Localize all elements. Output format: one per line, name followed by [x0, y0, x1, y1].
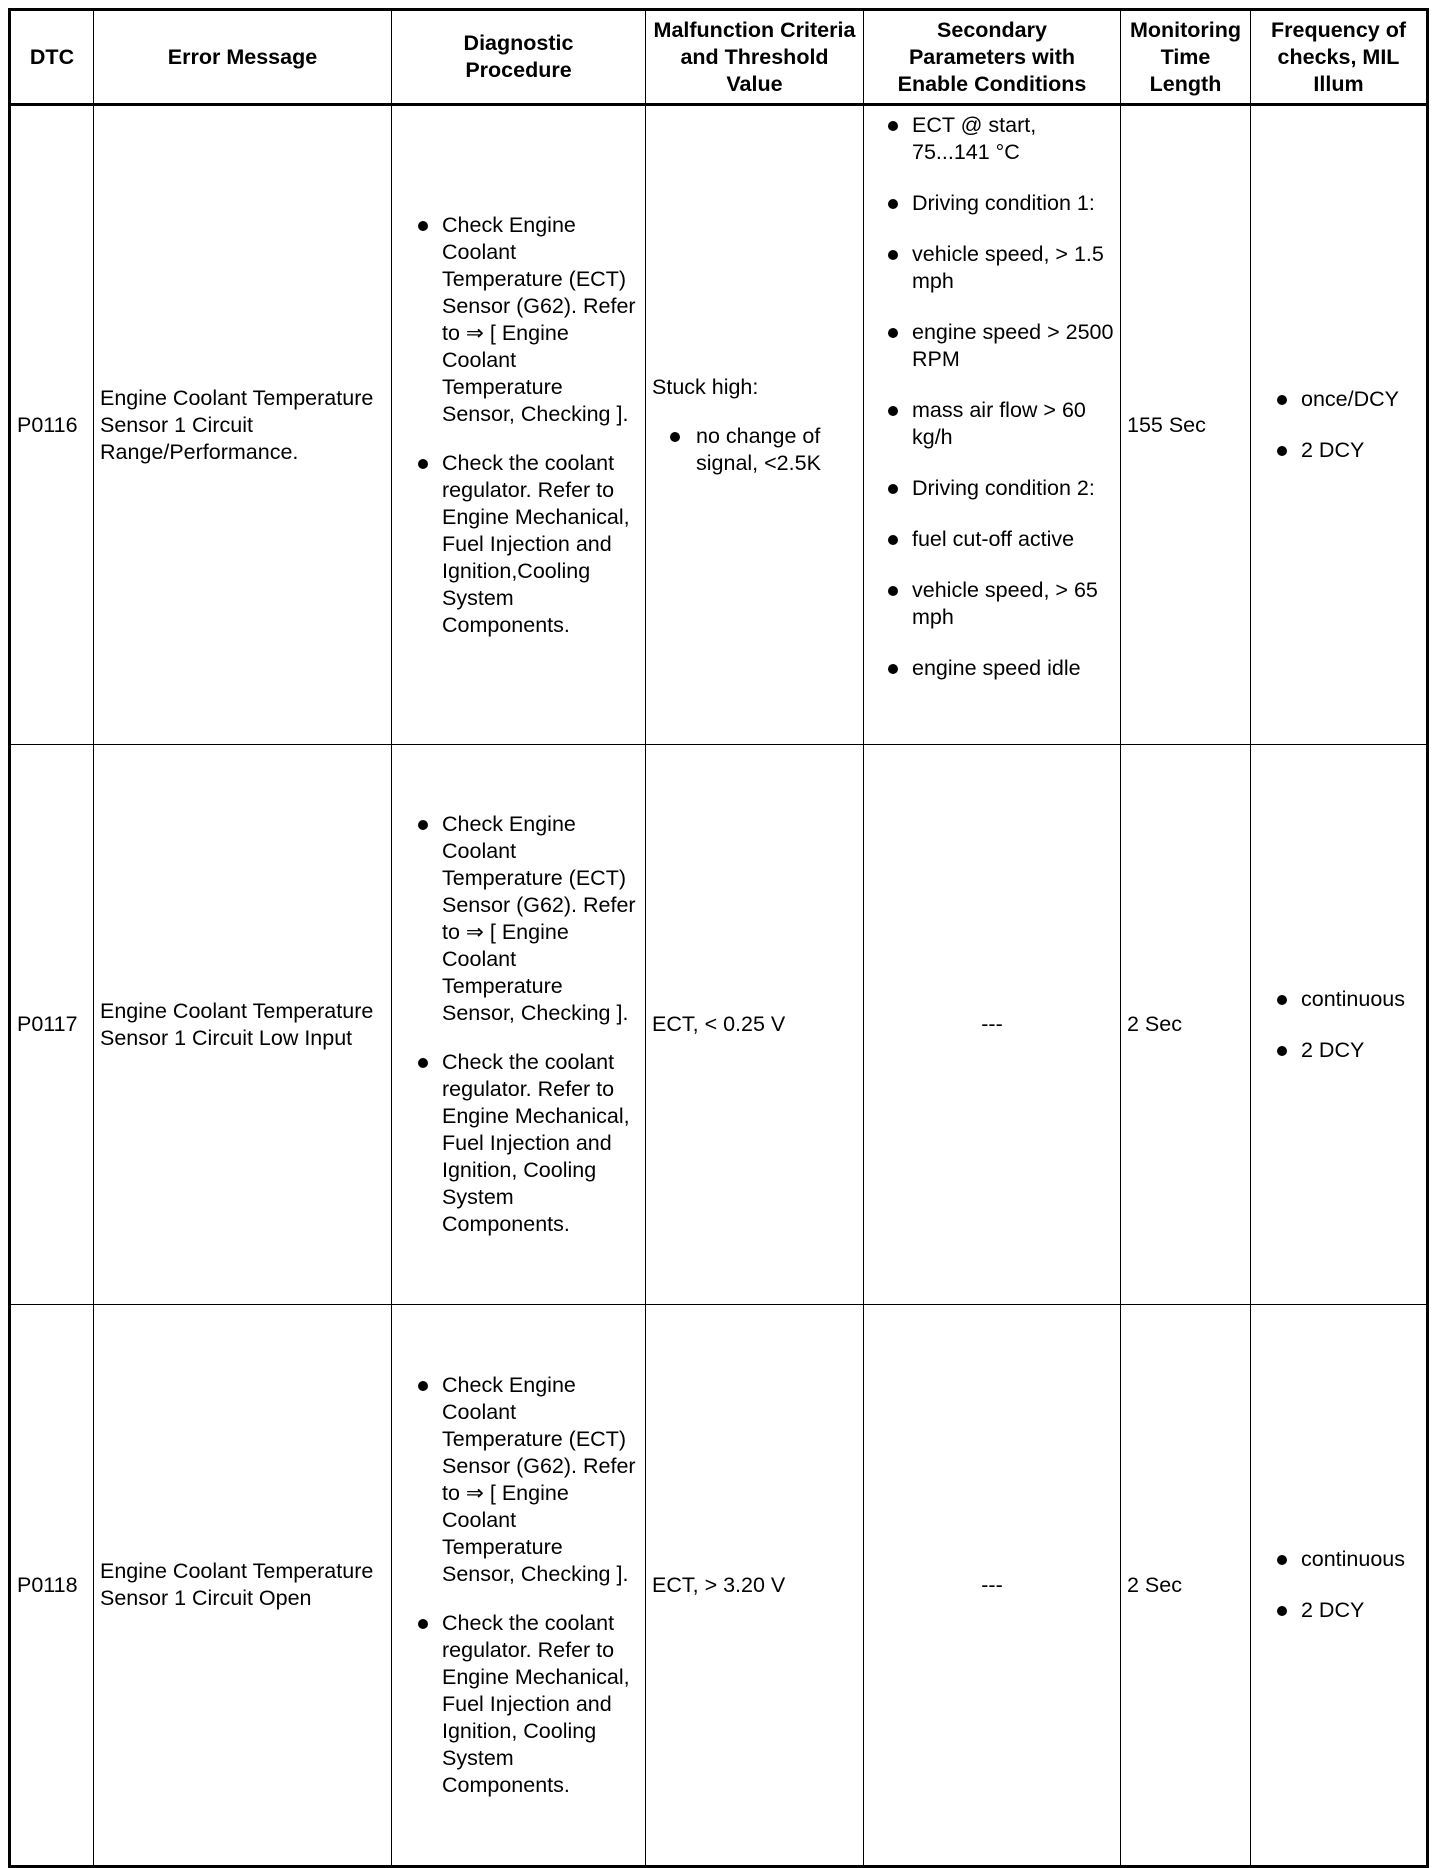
frequency [1251, 1305, 1428, 1867]
monitoring-time: 155 Sec [1121, 105, 1251, 745]
header-malfunction-criteria: Malfunction Criteria and Threshold Value [646, 10, 864, 105]
malfunction-text: Stuck high: [652, 374, 759, 399]
frequency-item: continuous [1265, 986, 1420, 1013]
secondary-item: vehicle speed, > 65 mph [876, 577, 1118, 631]
dtc-code: P0117 [10, 745, 94, 1305]
header-monitoring-time: Monitoring Time Length [1121, 10, 1251, 105]
frequency-item: continuous [1265, 1546, 1420, 1573]
secondary-item: ECT @ start, 75...141 °C [876, 112, 1118, 166]
secondary-item: vehicle speed, > 1.5 mph [876, 241, 1118, 295]
error-message: Engine Coolant Temperature Sensor 1 Circuit Open [94, 1305, 392, 1867]
dtc-code: P0116 [10, 105, 94, 745]
dtc-code: P0118 [10, 1305, 94, 1867]
diagnostic-procedure [392, 745, 646, 1305]
procedure-item: Check Engine Coolant Temperature (ECT) Sensor (G62). Refer to ⇒ [ Engine Coolant Temperature Sensor, Checking ]. [406, 1372, 641, 1588]
secondary-parameters: --- [864, 1305, 1121, 1867]
secondary-parameters: --- [864, 745, 1121, 1305]
monitoring-time: 2 Sec [1121, 1305, 1251, 1867]
monitoring-time: 2 Sec [1121, 745, 1251, 1305]
secondary-item: fuel cut-off active [876, 526, 1118, 553]
table-row [10, 745, 1428, 1305]
malfunction-criteria: ECT, < 0.25 V [646, 745, 864, 1305]
error-message: Engine Coolant Temperature Sensor 1 Circuit Low Input [94, 745, 392, 1305]
error-message: Engine Coolant Temperature Sensor 1 Circuit Range/Performance. [94, 105, 392, 745]
frequency [1251, 105, 1428, 745]
header-dtc: DTC [10, 10, 94, 105]
malfunction-criteria: ECT, > 3.20 V [646, 1305, 864, 1867]
table-row [10, 105, 1428, 745]
procedure-item: Check the coolant regulator. Refer to Engine Mechanical, Fuel Injection and Ignition, Cooling System Components. [406, 1610, 641, 1799]
procedure-item: Check Engine Coolant Temperature (ECT) Sensor (G62). Refer to ⇒ [ Engine Coolant Temperature Sensor, Checking ]. [406, 212, 641, 428]
header-error-message: Error Message [94, 10, 392, 105]
header-secondary-parameters: Secondary Parameters with Enable Conditions [864, 10, 1121, 105]
dtc-table [8, 8, 1429, 1868]
secondary-item: Driving condition 2: [876, 475, 1118, 502]
frequency-item: 2 DCY [1265, 1037, 1420, 1064]
table-header-row [10, 10, 1428, 105]
diagnostic-procedure [392, 1305, 646, 1867]
secondary-item: mass air flow > 60 kg/h [876, 397, 1118, 451]
secondary-item: engine speed > 2500 RPM [876, 319, 1118, 373]
procedure-item: Check Engine Coolant Temperature (ECT) Sensor (G62). Refer to ⇒ [ Engine Coolant Temperature Sensor, Checking ]. [406, 811, 641, 1027]
frequency-item: 2 DCY [1265, 437, 1420, 464]
frequency-item: 2 DCY [1265, 1597, 1420, 1624]
malfunction-item: no change of signal, <2.5K [652, 423, 857, 477]
secondary-parameters [864, 105, 1121, 745]
header-frequency: Frequency of checks, MIL Illum [1251, 10, 1428, 105]
frequency [1251, 745, 1428, 1305]
secondary-item: engine speed idle [876, 655, 1118, 682]
secondary-item: Driving condition 1: [876, 190, 1118, 217]
malfunction-criteria [646, 105, 864, 745]
table-row [10, 1305, 1428, 1867]
frequency-item: once/DCY [1265, 386, 1420, 413]
header-diagnostic-procedure: Diagnostic Procedure [392, 10, 646, 105]
procedure-item: Check the coolant regulator. Refer to Engine Mechanical, Fuel Injection and Ignition, Cooling System Components. [406, 1049, 641, 1238]
procedure-item: Check the coolant regulator. Refer to Engine Mechanical, Fuel Injection and Ignition,Cooling System Components. [406, 450, 641, 639]
diagnostic-procedure [392, 105, 646, 745]
